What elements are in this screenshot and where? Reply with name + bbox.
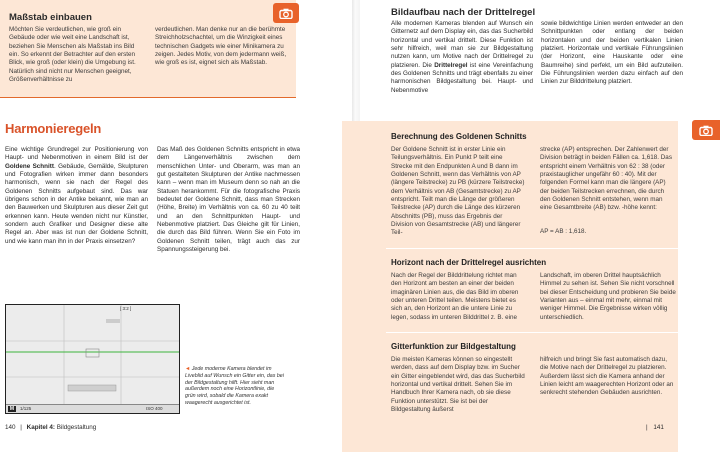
infobox-col2: verdeutlichen. Man denke nur an die berühmte Streichholzschachtel, um die Winzigkeit eines technischen Gadgets wie einer Minikamera zu zeigen. Jedes Motiv, von dem jedermann weiß, wie groß es ist, eignet sich als Maßstab.: [155, 26, 287, 67]
divider: [386, 332, 678, 333]
image-caption: ◄ Jede moderne Kamera blendet im Liveblid auf Wunsch ein Gitter ein, das bei der Bildgestaltung hilft. Hier sieht man außerdem noch eine Horizontlinie, die grün wird, sobald die Kamera exakt waagerecht ausgerichtet ist.: [185, 366, 284, 406]
box2-heading: Horizont nach der Drittelregel ausrichten: [391, 258, 547, 267]
harmony-col2: Das Maß des Goldenen Schnitts entspricht in etwa dem Längenverhältnis zwischen dem menschlichen Unter- und Oberarm, was man an gut gestalteten Skulpturen der Antike nachmessen kann – wenn man im Museum denn so nah an die Statuen herankommt. Für die fotografische Praxis bedeutet der Goldene Schnitt, dass man Strecken (Höhe, Breite) im Verhältnis von ca. 60 zu 40 teilt und an den Schnittpunkten Haupt- und Nebenmotive platziert. Das Gleiche gilt für Linien, die durch das Bild führen. Wenn Sie ein Foto im Goldenen Schnitt teilen, trägt auch das zur Spannungssteigerung bei.: [157, 146, 300, 254]
chapter-label: Kapitel 4:: [26, 424, 55, 431]
page-number-right: 141: [653, 424, 664, 431]
box2-col1: Nach der Regel der Bilddrittelung richtet man den Horizont am besten an einer der beiden imaginären Linien aus, die das Bild im oberen oder unteren Drittel teilen. Meistens bietet es sich an, den Horizont an die untere Linie zu legen, sodass im unteren Bilddrittel z. B. eine: [391, 272, 519, 321]
infobox-heading: Maßstab einbauen: [9, 12, 92, 23]
top-readout: [ 3:2 ]: [120, 306, 132, 311]
iso-readout: ISO 400: [146, 406, 163, 411]
divider: [386, 248, 678, 249]
caption-marker: ◄: [185, 366, 191, 372]
camera-icon: [273, 3, 299, 23]
section-heading-thirds: Bildaufbau nach der Drittelregel: [391, 7, 536, 18]
box2-col2: Landschaft, im oberen Drittel hauptsächlich Himmel zu sehen ist. Sehen Sie nicht vorschnell bei dieser Entscheidung und probieren Sie beide Varianten aus – einmal mit mehr, einmal mit weniger Himmel. Die Ergebnisse wirken völlig unterschiedlich.: [540, 272, 676, 321]
shutter-readout: 1/125: [20, 406, 32, 411]
thirds-col2: sowie bildwichtige Linien werden entweder an den Schnittpunkten oder entlang der beiden horizontalen und der beiden vertikalen Linien platziert. Horizontale und vertikale Führungslinien (der Horizont, eine Hauskante oder eine Baumreihe) sind perfekt, um ein Bild aufzuteilen. Die Führungslinien werden dazu einfach auf den Linien zur Bilddrittelung platziert.: [541, 20, 683, 86]
box1-col2: strecke (AP) entsprechen. Der Zahlenwert der Division beträgt in beiden Fällen ca. 1,618. Das entspricht einem Verhältnis von 62 : 38 (oder praxistauglicher ungefähr 60 : 40). Mit der folgenden Formel kann man die längere (AP) der beiden Teilstrecken errechnen, die durch den Goldenen Schnitt entstehen, wenn man eine Gesamtbreite (AB) bzw. -höhe kennt:: [540, 146, 672, 212]
infobox-panel-right: [342, 121, 678, 452]
chapter-title: Bildgestaltung: [56, 424, 97, 431]
infobox-scale: [0, 0, 296, 98]
left-page: [0, 0, 352, 452]
box3-heading: Gitterfunktion zur Bildgestaltung: [391, 342, 516, 351]
box1-heading: Berechnung des Goldenen Schnitts: [391, 132, 527, 141]
footer-right: | 141: [646, 424, 664, 431]
box1-col1: Der Goldene Schnitt ist in erster Linie ein Teilungsverhältnis. Ein Punkt P teilt eine Strecke mit den Endpunkten A und B dann im Goldenen Schnitt, wenn das Verhältnis von AP (längere Teilstrecke) zu PB (kürzere Teilstrecke) dem Verhältnis von AB (Gesamtstrecke) zu AP entspricht. Teilt man die Länge der größeren Teilstrecke (AP) durch die Länge des kürzeren Abschnitts (PB), muss das Ergebnis der Division von Gesamtstrecke (AB) und längerer Teil-: [391, 146, 525, 237]
camera-icon: [692, 120, 720, 140]
grid-overlay: [6, 305, 179, 413]
box3-col2: hilfreich und bringt Sie fast automatisch dazu, die Motive nach der Drittelregel zu platzieren. Außerdem lässt sich die Kamera anhand der Linien leicht am waagerechten Horizont oder an senkrecht stehenden Gebäuden ausrichten.: [540, 356, 674, 397]
box1-formula: AP = AB : 1,618.: [540, 228, 587, 235]
box3-col1: Die meisten Kameras können so eingestellt werden, dass auf dem Display bzw. im Sucher ein Gitter eingeblendet wird, das das Sucherbild horizontal und vertikal drittelt. Sehen Sie im Handbuch Ihrer Kamera nach, ob sie diese Funktion unterstützt. Sie ist bei der Bildgestaltung äußerst: [391, 356, 525, 414]
status-bar: [6, 404, 179, 413]
mode-icon: M: [9, 406, 15, 412]
footer-left: 140 | Kapitel 4: Bildgestaltung: [5, 424, 97, 431]
section-heading-harmony: Harmonieregeln: [5, 121, 102, 136]
harmony-col1: Eine wichtige Grundregel zur Positionierung von Haupt- und Nebenmotiven in einem Bild ist der Goldene Schnitt. Gebäude, Gemälde, Skulpturen und Fotografien wirken immer dann besonders harmonisch, wenn sie nach der Regel des Goldenen Schnitts aufgebaut sind. Das war übrigens schon in der Antike bekannt, wie man an den Bauwerken und Skulpturen aus dieser Zeit gut erkennen kann. Heute wenden nicht nur Künstler, sondern auch Grafiker und Designer diese alte Regel an. Aber was ist nun der Goldene Schnitt, und wie kann man ihn in der Praxis einsetzen?: [5, 146, 149, 245]
page-number-left: 140: [5, 424, 16, 431]
infobox-col1: Möchten Sie verdeutlichen, wie groß ein Gebäude oder wie weit eine Landschaft ist, beziehen Sie Menschen als Maßstab ins Bild ein. So erkennt der Betrachter auf den ersten Blick, wie groß (oder klein) die Umgebung ist. Natürlich sind nicht nur Menschen geeignet, Größenverhältnisse zu: [9, 26, 136, 84]
camera-liveview: [5, 304, 180, 414]
thirds-col1: Alle modernen Kameras blenden auf Wunsch ein Gitternetz auf dem Display ein, das das Sucherbild horizontal und vertikal drittelt. Diese Funktion ist sehr hilfreich, weil man sie zur Bildgestaltung nutzen kann, um Motive nach der Drittelregel zu platzieren. Die Drittelregel ist eine Vereinfachung des Goldenen Schnitts und trägt ebenfalls zu einer harmonischen Bildgestaltung bei. Haupt- und Nebenmotive: [391, 20, 534, 94]
